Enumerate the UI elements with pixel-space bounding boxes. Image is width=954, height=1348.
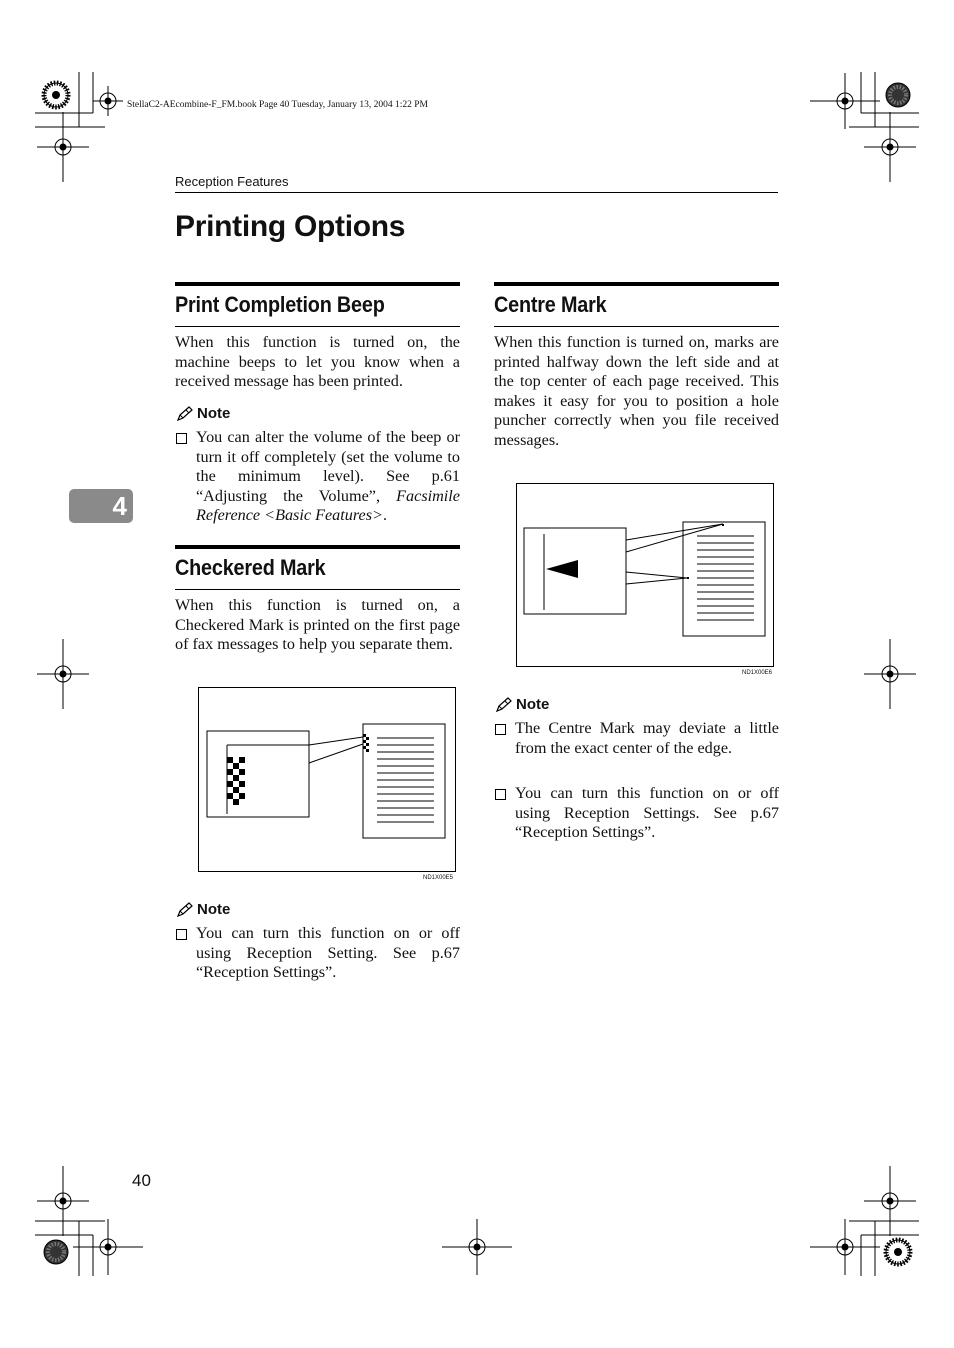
section-heading-checkered-mark — [175, 545, 460, 590]
checkbox-bullet-icon — [176, 929, 187, 940]
running-header: Reception Features — [175, 174, 289, 189]
page-title: Printing Options — [175, 210, 406, 243]
note-text: The Centre Mark may deviate a little from the exact center of the edge. — [515, 719, 779, 757]
note-text: You can turn this function on or off using Reception Settings. See p.67 “Reception Settings”. — [515, 784, 779, 842]
centre-mark-illustration — [517, 484, 773, 666]
pencil-icon — [495, 697, 513, 713]
note-end: . — [382, 506, 387, 525]
chapter-tab: 4 — [69, 489, 133, 523]
note-item — [494, 784, 779, 843]
figure-code: ND1X00E6 — [742, 670, 773, 676]
checkbox-bullet-icon — [176, 433, 187, 444]
note-label: Note — [197, 901, 231, 918]
checkered-mark-illustration — [199, 688, 455, 871]
pencil-icon — [176, 406, 194, 422]
note-item — [494, 719, 779, 758]
checkbox-bullet-icon — [495, 789, 506, 800]
section-title: Checkered Mark — [175, 555, 326, 580]
checkered-mark-body: When this function is turned on, a Checkered Mark is printed on the first page of fax messages to help you separate them. — [175, 596, 460, 654]
checkbox-bullet-icon — [495, 724, 506, 735]
note-heading — [176, 405, 230, 422]
page-number: 40 — [132, 1171, 151, 1190]
note-heading — [176, 901, 230, 918]
section-title: Centre Mark — [494, 292, 607, 317]
section-heading-centre-mark — [494, 282, 779, 327]
note-reference: Facsimile Reference <Basic Features> — [196, 486, 460, 525]
note-label: Note — [516, 696, 550, 713]
note-item — [175, 428, 460, 526]
pencil-icon — [176, 902, 194, 918]
centre-mark-body: When this function is turned on, marks are printed halfway down the left side and at the top center of each page received. This makes it easy for you to position a hole puncher correctly when you file received messages. — [494, 333, 779, 449]
print-completion-beep-body: When this function is turned on, the machine beeps to let you know when a received message has been printed. — [175, 333, 460, 391]
centre-mark-figure — [516, 483, 774, 667]
note-label: Note — [197, 405, 231, 422]
section-title: Print Completion Beep — [175, 292, 385, 317]
header-rule — [175, 192, 778, 193]
figure-code: ND1X00E5 — [423, 875, 454, 881]
checkered-mark-figure — [198, 687, 456, 872]
note-heading — [495, 696, 549, 713]
note-text: You can alter the volume of the beep or turn it off completely (set the volume to the minimum level). See p.61 “Adjusting the Volume”, — [196, 428, 460, 505]
note-text: You can turn this function on or off using Reception Setting. See p.67 “Reception Settings”. — [196, 924, 460, 982]
section-heading-print-completion-beep — [175, 282, 460, 327]
note-item — [175, 924, 460, 983]
print-info-line: StellaC2-AEcombine-F_FM.book Page 40 Tuesday, January 13, 2004 1:22 PM — [127, 100, 429, 110]
